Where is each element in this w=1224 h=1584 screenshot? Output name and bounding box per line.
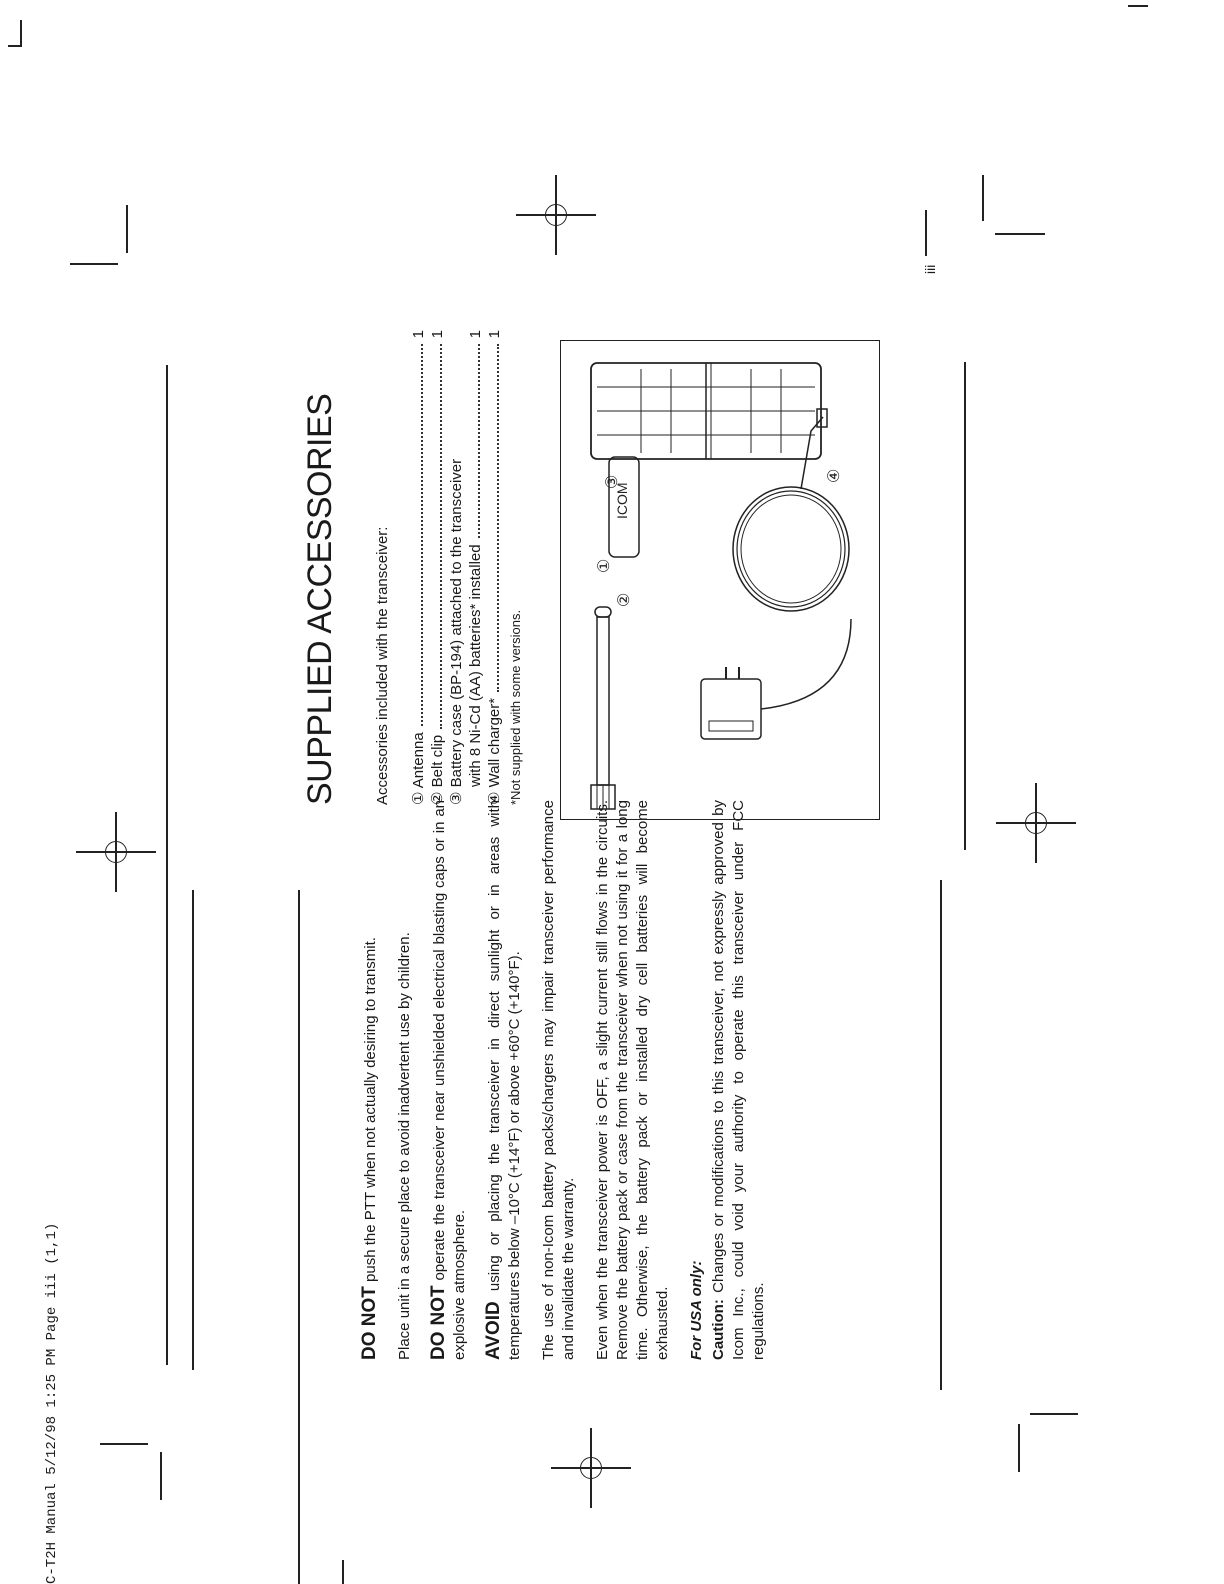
usa-heading: For USA only: — [688, 1260, 705, 1360]
accessory-item — [428, 330, 447, 805]
accessories-note: *Not supplied with some versions. — [508, 609, 523, 805]
crop-mark — [70, 263, 118, 265]
accessory-item — [447, 330, 466, 805]
crop-mark — [20, 20, 22, 46]
warnings-list — [360, 800, 673, 1360]
accessory-label: ① Antenna — [410, 732, 427, 805]
crop-mark — [160, 1452, 162, 1500]
figure-label-2: ② — [616, 592, 633, 607]
warning-lead: AVOID — [483, 1301, 504, 1360]
accessory-item — [485, 330, 504, 805]
leader-dots — [485, 344, 499, 692]
leader-dots — [428, 344, 442, 729]
figure-label-3: ③ — [604, 474, 621, 489]
warning-paragraph — [360, 800, 381, 1360]
column-rule — [192, 890, 194, 1370]
charger-cord-illustration — [733, 409, 851, 709]
clip-logo: ICOM — [614, 482, 630, 519]
accessory-quantity: 1 — [429, 330, 446, 339]
registration-mark — [996, 783, 1076, 863]
accessory-item — [409, 330, 428, 805]
warning-lead: DO NOT — [428, 1285, 449, 1360]
leader-dots — [466, 344, 480, 538]
column-rule — [166, 365, 168, 1365]
accessories-list — [409, 330, 504, 805]
accessories-column — [300, 325, 523, 805]
warning-text: Even when the transceiver power is OFF, a slight current still flows in the circuits. Remove the battery pack or case from the transceiver when not using it for a long time. Otherwise, the battery pack or installed dry cell batteries will become exhausted. — [594, 800, 671, 1360]
crop-mark — [925, 210, 927, 256]
crop-mark — [995, 233, 1045, 235]
accessory-quantity: 1 — [410, 330, 427, 339]
crop-mark — [982, 175, 984, 221]
figure-label-1: ① — [596, 558, 613, 573]
warnings-column — [360, 800, 783, 1360]
crop-mark — [1030, 1413, 1078, 1415]
leader-dots — [409, 344, 423, 726]
page-content — [300, 320, 900, 1420]
accessory-label: ③ Battery case (BP-194) attached to the transceiver — [448, 458, 465, 805]
battery-case-illustration — [591, 363, 821, 459]
accessory-label: ④ Wall charger* — [486, 697, 503, 805]
registration-mark — [516, 175, 596, 255]
section-rule — [940, 880, 942, 1390]
section-rule — [964, 362, 966, 850]
warning-text: using or placing the transceiver in direct sunlight or in areas with temperatures below –10°C (+14°F) or above +60°C (+140°F). — [486, 800, 523, 1360]
crop-mark — [342, 1560, 344, 1584]
warning-paragraph — [484, 800, 525, 1360]
page-number: iii — [922, 264, 938, 274]
crop-mark — [100, 1443, 148, 1445]
accessories-intro: Accessories included with the transceiver: — [374, 526, 391, 805]
figure-label-4: ④ — [826, 468, 843, 483]
accessory-item — [466, 330, 485, 805]
crop-mark — [1018, 1424, 1020, 1472]
warning-text: Place unit in a secure place to avoid inadvertent use by children. — [396, 932, 413, 1360]
warning-paragraph — [395, 800, 415, 1360]
usa-caution: Caution: Changes or modifications to this transceiver, not expressly approved by Icom Inc., could void your authority to operate this transceiver under FCC regulations. — [710, 800, 767, 1360]
accessories-figure — [560, 340, 880, 820]
warning-text: push the PTT when not actually desiring to transmit. — [362, 937, 379, 1287]
crop-mark — [126, 205, 128, 253]
belt-clip-illustration — [609, 457, 639, 557]
registration-mark — [551, 1428, 631, 1508]
accessory-quantity: 1 — [486, 330, 503, 339]
antenna-illustration — [591, 607, 615, 809]
accessory-label: ② Belt clip — [429, 734, 446, 805]
warning-text: The use of non-Icom battery packs/chargers may impair transceiver performance and invalidate the warranty. — [540, 800, 577, 1360]
warning-paragraph — [539, 800, 579, 1360]
warning-paragraph — [593, 800, 673, 1360]
warning-paragraph — [429, 800, 470, 1360]
accessory-label: with 8 Ni-Cd (AA) batteries* installed — [467, 544, 484, 787]
warning-lead: DO NOT — [359, 1286, 380, 1360]
accessory-quantity: 1 — [467, 330, 484, 339]
registration-mark — [76, 812, 156, 892]
warning-text: operate the transceiver near unshielded electrical blasting caps or in an explosive atmosphere. — [431, 799, 468, 1360]
accessories-illustration — [561, 341, 879, 819]
crop-mark — [1128, 5, 1148, 7]
charger-adapter-illustration — [701, 667, 761, 739]
section-title: SUPPLIED ACCESSORIES — [301, 393, 339, 805]
